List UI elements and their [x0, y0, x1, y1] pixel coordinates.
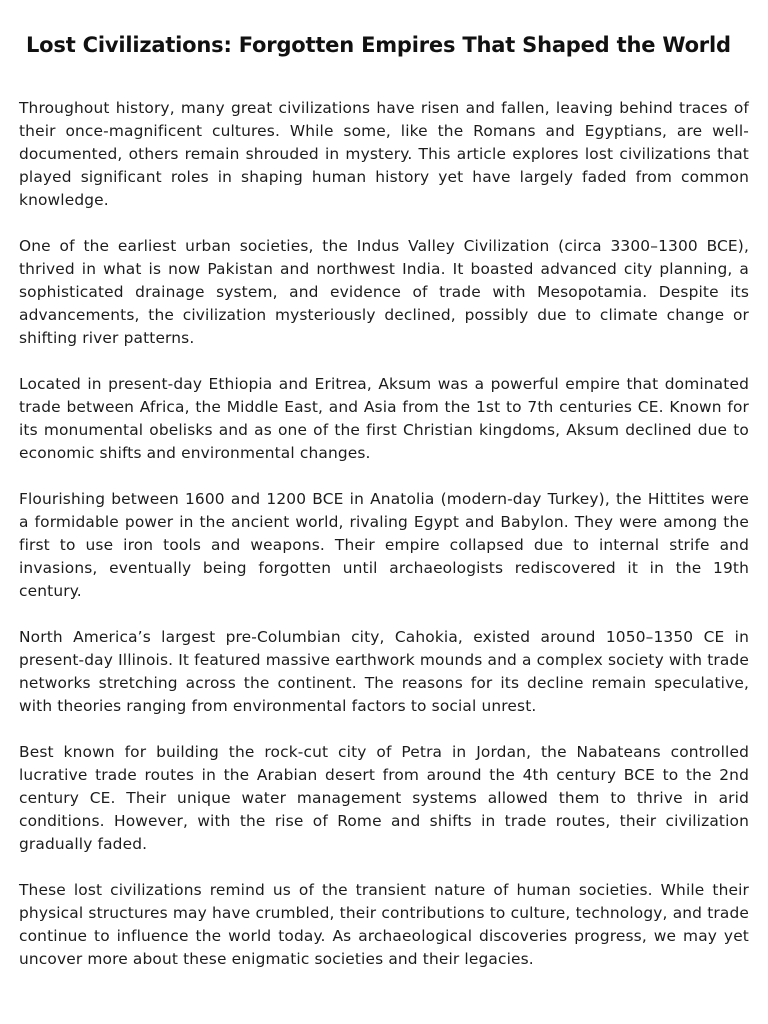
page-title: Lost Civilizations: Forgotten Empires That Shaped the World: [26, 33, 731, 57]
article-body: [19, 97, 749, 971]
paragraph-intro: Throughout history, many great civilizations have risen and fallen, leaving behind traces of their once-magnificent cultures. While some, like the Romans and Egyptians, are well-documented, others remain shrouded in mystery. This article explores lost civilizations that played significant roles in shaping human history yet have largely faded from common knowledge.: [19, 99, 749, 209]
paragraph-cahokia: North America’s largest pre-Columbian city, Cahokia, existed around 1050–1350 CE in present-day Illinois. It featured massive earthwork mounds and a complex society with trade networks stretching across the continent. The reasons for its decline remain speculative, with theories ranging from environmental factors to social unrest.: [19, 628, 749, 715]
paragraph-indus-valley: One of the earliest urban societies, the Indus Valley Civilization (circa 3300–1300 BCE), thrived in what is now Pakistan and northwest India. It boasted advanced city planning, a sophisticated drainage system, and evidence of trade with Mesopotamia. Despite its advancements, the civilization mysteriously declined, possibly due to climate change or shifting river patterns.: [19, 237, 749, 347]
paragraph-hittites: Flourishing between 1600 and 1200 BCE in Anatolia (modern-day Turkey), the Hittites were a formidable power in the ancient world, rivaling Egypt and Babylon. They were among the first to use iron tools and weapons. Their empire collapsed due to internal strife and invasions, eventually being forgotten until archaeologists rediscovered it in the 19th century.: [19, 490, 749, 600]
paragraph-conclusion: These lost civilizations remind us of the transient nature of human societies. While their physical structures may have crumbled, their contributions to culture, technology, and trade continue to influence the world today. As archaeological discoveries progress, we may yet uncover more about these enigmatic societies and their legacies.: [19, 881, 749, 968]
paragraph-aksum: Located in present-day Ethiopia and Eritrea, Aksum was a powerful empire that dominated trade between Africa, the Middle East, and Asia from the 1st to 7th centuries CE. Known for its monumental obelisks and as one of the first Christian kingdoms, Aksum declined due to economic shifts and environmental changes.: [19, 375, 749, 462]
paragraph-nabateans: Best known for building the rock-cut city of Petra in Jordan, the Nabateans controlled lucrative trade routes in the Arabian desert from around the 4th century BCE to the 2nd century CE. Their unique water management systems allowed them to thrive in arid conditions. However, with the rise of Rome and shifts in trade routes, their civilization gradually faded.: [19, 743, 749, 853]
